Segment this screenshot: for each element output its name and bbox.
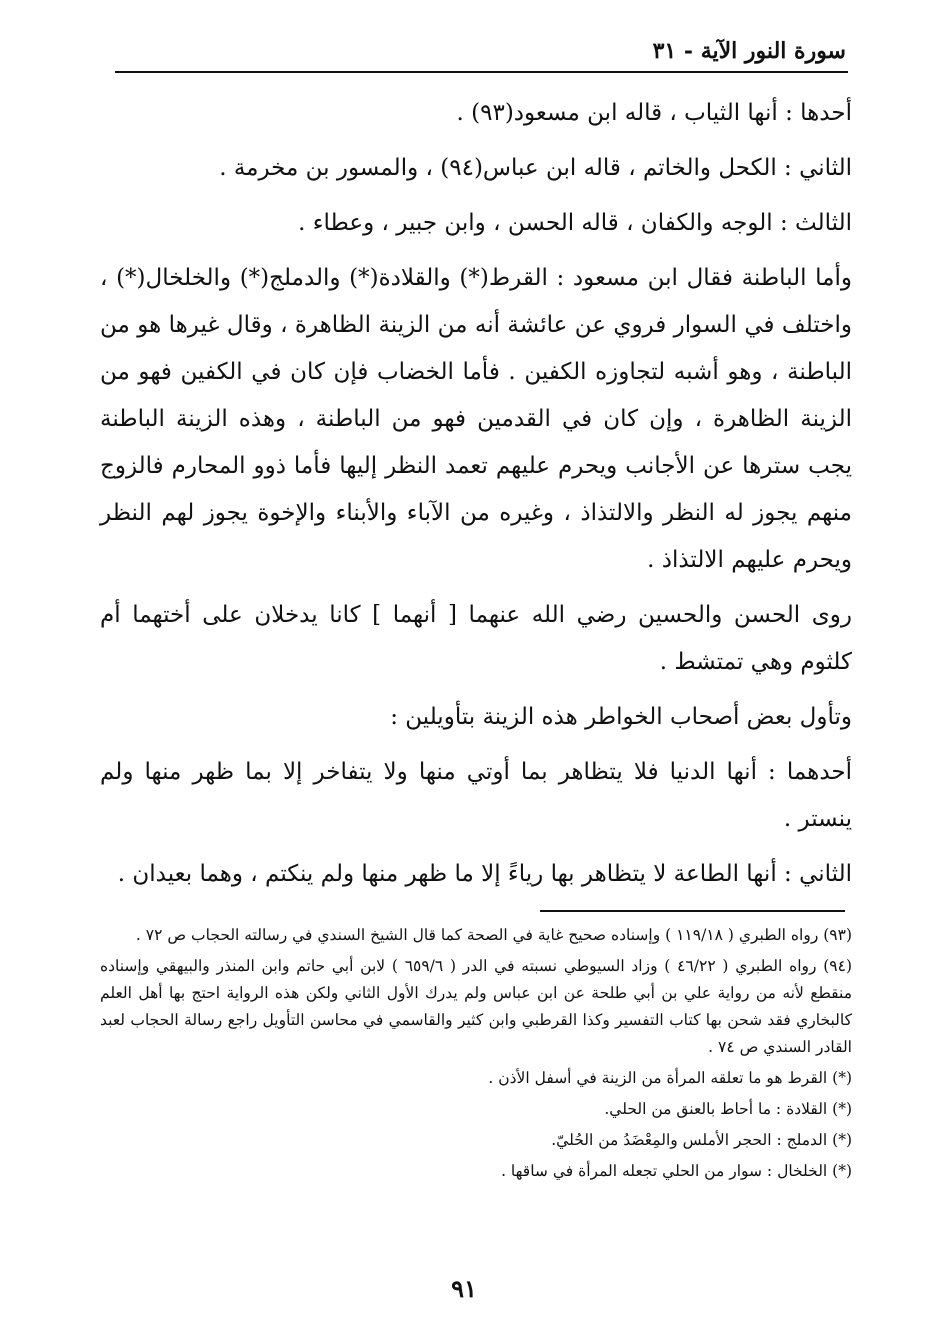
main-text	[100, 90, 852, 898]
footnote: (*) القرط هو ما تعلقه المرأة من الزينة في أسفل الأذن .	[488, 1069, 852, 1087]
paragraph: أحدها : أنها الثياب ، قاله ابن مسعود(٩٣) .	[456, 100, 852, 126]
paragraph: وتأول بعض أصحاب الخواطر هذه الزينة بتأويلين :	[390, 704, 852, 730]
paragraph: الثاني : الكحل والخاتم ، قاله ابن عباس(٩٤) ، والمسور بن مخرمة .	[219, 155, 852, 181]
paragraph: الثاني : أنها الطاعة لا يتظاهر بها رياءً إلا ما ظهر منها ولم ينكتم ، وهما بعيدان .	[117, 861, 852, 887]
page-number: ٩١	[451, 1274, 477, 1303]
footnote: (٩٤) رواه الطبري ( ٤٦/٢٢ ) وزاد السيوطي نسبته في الدر ( ٦٥٩/٦ ) لابن أبي حاتم وابن المنذر والبيهقي وإسناده منقطع لأنه من رواية علي بن أبي طلحة عن ابن عباس ولم يدرك الأول الثاني ولكن هذه الرواية احتج بها أهل العلم كالبخاري فقد شحن بها كتاب التفسير وكذا القرطبي وابن كثير والقاسمي في محاسن التأويل راجع رسالة الحجاب لعبد القادر السندي ص ٧٤ .	[100, 957, 852, 1056]
footnote: (*) القلادة : ما أحاط بالعنق من الحلي.	[604, 1100, 852, 1118]
paragraph: الثالث : الوجه والكفان ، قاله الحسن ، وابن جبير ، وعطاء .	[298, 210, 852, 236]
running-header: سورة النور الآية - ٣١	[652, 38, 846, 64]
paragraph: روى الحسن والحسين رضي الله عنهما [ أنهما ] كانا يدخلان على أختهما أم كلثوم وهي تمتشط .	[100, 602, 852, 675]
paragraph: وأما الباطنة فقال ابن مسعود : القرط(*) والقلادة(*) والدملج(*) والخلخال(*) ، واختلف في السوار فروي عن عائشة أنه من الزينة الظاهرة ، وقال غيرها هو من الباطنة ، وهو أشبه لتجاوزه الكفين . فأما الخضاب فإن كان في الكفين فهو من الزينة الظاهرة ، وإن كان في القدمين فهو من الباطنة ، وهذه الزينة الباطنة يجب سترها عن الأجانب ويحرم عليهم تعمد النظر إليها فأما ذوو المحارم فالزوج منهم يجوز له النظر والالتذاذ ، وغيره من الآباء والأبناء والإخوة يجوز لهم النظر ويحرم عليهم الالتذاذ .	[100, 265, 852, 573]
header-divider	[115, 71, 848, 73]
paragraph: أحدهما : أنها الدنيا فلا يتظاهر بما أوتي منها ولا يتفاخر إلا بما ظهر منها ولم ينستر .	[100, 759, 852, 832]
footnote: (*) الدملج : الحجر الأملس والمِعْضَدُ من الحُليّ.	[551, 1131, 852, 1149]
footnote-divider	[540, 910, 845, 912]
footnote: (*) الخلخال : سوار من الحلي تجعله المرأة في ساقها .	[501, 1162, 852, 1180]
footnote: (٩٣) رواه الطبري ( ١١٩/١٨ ) وإسناده صحيح غاية في الصحة كما قال الشيخ السندي في رسالته الحجاب ص ٧٢ .	[135, 926, 852, 944]
footnotes	[100, 922, 852, 1189]
